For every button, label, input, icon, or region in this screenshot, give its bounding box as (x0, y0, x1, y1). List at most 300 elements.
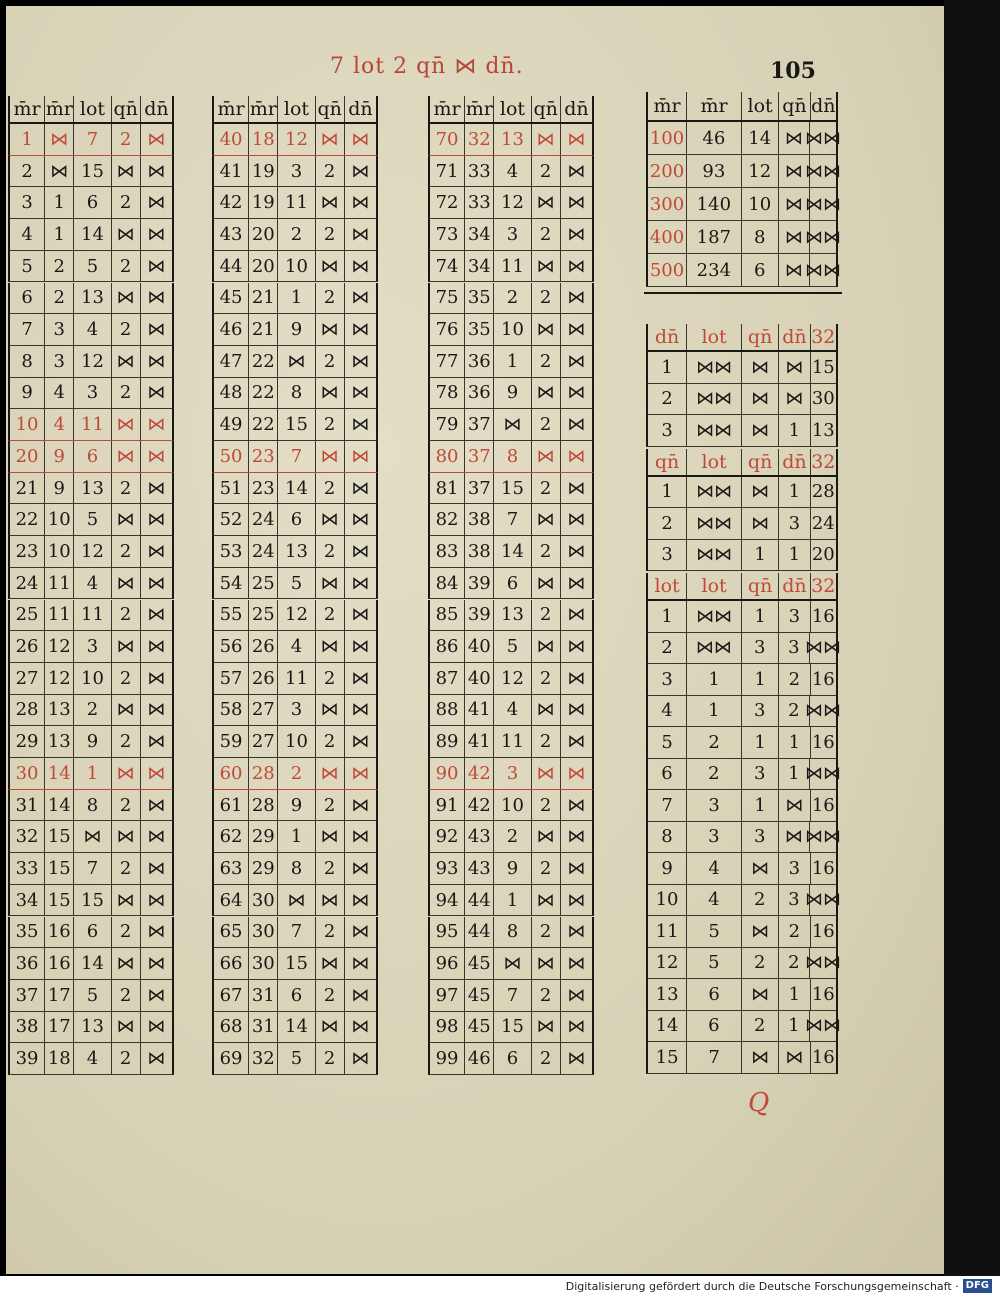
table-cell: 7 (74, 853, 111, 884)
table-cell: ⋈ (351, 857, 370, 879)
table-cell: 500 (648, 254, 687, 286)
table-cell: 2 (532, 1043, 561, 1074)
table-cell: 20 (811, 544, 835, 566)
table-cell: 13 (494, 600, 531, 631)
table-cell: 46 (687, 122, 742, 154)
table-cell: 9 (494, 853, 531, 884)
table-cell: 2 (532, 283, 561, 314)
table-cell: 38 (465, 504, 494, 535)
table-cell: 2 (779, 696, 810, 727)
table-cell: 8 (648, 822, 687, 853)
table-cell: 2 (532, 917, 561, 948)
table-cell: ⋈ (147, 667, 166, 689)
table-cell: 71 (430, 156, 465, 187)
table-cell: ⋈ (147, 477, 166, 499)
table-cell: 2 (112, 251, 141, 282)
table-cell: ⋈ (147, 731, 166, 753)
table-cell: 6 (494, 568, 531, 599)
header-cell: m̄r (249, 98, 277, 120)
table-cell: 32 (10, 821, 45, 852)
table-cell: 9 (45, 473, 74, 504)
table-cell: 6 (687, 1011, 742, 1042)
table-cell: 1 (74, 758, 111, 789)
table-cell: 30 (10, 758, 45, 789)
table-cell: 3 (742, 759, 779, 790)
table-cell: 89 (430, 726, 465, 757)
table-cell: 26 (249, 631, 278, 662)
table-cell: 14 (45, 758, 74, 789)
table-cell: 2 (112, 1043, 141, 1074)
table-cell: ⋈ (316, 314, 345, 345)
table-cell: ⋈⋈ (687, 633, 742, 664)
table-row (646, 540, 838, 572)
table-row (646, 254, 841, 287)
table-cell: 15 (278, 409, 315, 440)
table-cell: ⋈ (351, 160, 370, 182)
table-cell: 25 (249, 568, 278, 599)
table-row (212, 283, 378, 315)
table-row (428, 219, 594, 251)
table-cell: 85 (430, 600, 465, 631)
table-row (8, 219, 174, 251)
table-cell: 66 (214, 948, 249, 979)
table-row (212, 726, 378, 758)
header-cell: m̄r (430, 96, 465, 122)
table-cell: 1 (742, 540, 779, 571)
header-cell: lot (687, 324, 742, 350)
table-cell: ⋈ (316, 631, 345, 662)
table-cell: 38 (10, 1012, 45, 1043)
header-cell: dn̄ (779, 449, 810, 475)
table-cell: ⋈ (742, 853, 779, 884)
table-cell: 3 (742, 633, 779, 664)
table-cell: ⋈ (147, 445, 166, 467)
table-cell: ⋈ (532, 631, 561, 662)
table-cell: 2 (648, 633, 687, 664)
table-cell: 20 (10, 441, 45, 472)
table-cell: 10 (10, 409, 45, 440)
table-cell: ⋈ (351, 572, 370, 594)
table-row (212, 631, 378, 663)
table-cell: 37 (465, 473, 494, 504)
table-cell: ⋈ (779, 254, 810, 286)
table-row (428, 726, 594, 758)
table-cell: 14 (648, 1011, 687, 1042)
table-cell: 16 (811, 605, 835, 627)
table-cell: ⋈⋈ (687, 601, 742, 632)
table-cell: 26 (249, 663, 278, 694)
table-cell: 30 (249, 885, 278, 916)
table-cell: ⋈ (567, 445, 586, 467)
table-cell: 2 (316, 917, 345, 948)
table-cell: 38 (465, 536, 494, 567)
table-row (428, 885, 594, 917)
header-cell: qn̄ (742, 324, 779, 350)
header-cell: dn̄ (648, 324, 687, 350)
header-cell: m̄r (214, 96, 249, 122)
table-cell: ⋈ (316, 568, 345, 599)
table-cell: 16 (811, 1046, 835, 1068)
table-cell: 300 (648, 188, 687, 220)
table-cell: 40 (214, 124, 249, 155)
table-cell: 13 (74, 1012, 111, 1043)
table-cell: ⋈ (567, 509, 586, 531)
table-cell: ⋈ (567, 319, 586, 341)
table-cell: 1 (687, 664, 742, 695)
table-cell: ⋈ (112, 821, 141, 852)
table-cell: ⋈ (351, 889, 370, 911)
header-cell: m̄r (648, 92, 687, 120)
table-row (646, 188, 841, 221)
table-cell: 10 (742, 188, 779, 220)
table-cell: ⋈ (779, 384, 810, 415)
table-cell: 1 (742, 601, 779, 632)
table-cell: ⋈ (316, 187, 345, 218)
table-cell: 4 (494, 156, 531, 187)
header-cell: m̄r (45, 98, 73, 120)
table-row (212, 600, 378, 632)
table-row (428, 283, 594, 315)
table-cell: 39 (10, 1043, 45, 1074)
table-cell: 100 (648, 122, 687, 154)
table-row (212, 219, 378, 251)
table-row (8, 726, 174, 758)
table-cell: 2 (779, 916, 810, 947)
table-cell: 4 (278, 631, 315, 662)
table-cell: 16 (811, 794, 835, 816)
table-row (428, 251, 594, 283)
table-cell: 91 (430, 790, 465, 821)
table-cell: 2 (45, 283, 74, 314)
table-cell: ⋈⋈ (805, 259, 841, 281)
header-cell: lot (687, 573, 742, 599)
header-cell: qn̄ (648, 449, 687, 475)
table-cell: ⋈ (351, 382, 370, 404)
table-cell: 9 (10, 378, 45, 409)
table-row (8, 885, 174, 917)
table-cell: ⋈ (532, 504, 561, 535)
table-row (428, 473, 594, 505)
table-cell: ⋈ (112, 695, 141, 726)
table-row (212, 314, 378, 346)
table-cell: 1 (779, 1011, 810, 1042)
table-cell: 3 (494, 758, 531, 789)
table-cell: 6 (74, 187, 111, 218)
table-cell: 2 (648, 384, 687, 415)
table-cell: 23 (249, 473, 278, 504)
table-row (8, 187, 174, 219)
table-header (646, 324, 838, 352)
table-cell: 75 (430, 283, 465, 314)
table-cell: ⋈ (567, 826, 586, 848)
table-cell: 62 (214, 821, 249, 852)
table-cell: 8 (742, 221, 779, 253)
table-cell: 44 (465, 917, 494, 948)
table-row (212, 473, 378, 505)
table-cell: 35 (465, 314, 494, 345)
table-cell: ⋈ (147, 223, 166, 245)
table-cell: 2 (687, 727, 742, 758)
table-cell: ⋈ (147, 540, 166, 562)
table-cell: 11 (74, 409, 111, 440)
table-cell: 1 (742, 664, 779, 695)
table-cell: ⋈ (112, 948, 141, 979)
table-cell: 9 (278, 314, 315, 345)
table-cell: 7 (494, 504, 531, 535)
table-cell: 81 (430, 473, 465, 504)
table-row (428, 853, 594, 885)
table-row (212, 156, 378, 188)
table-row (428, 663, 594, 695)
table-cell: ⋈⋈ (687, 352, 742, 383)
table-cell: 80 (430, 441, 465, 472)
table-row (8, 631, 174, 663)
table-cell: ⋈ (567, 921, 586, 943)
table-row (212, 378, 378, 410)
table-cell: ⋈ (112, 1012, 141, 1043)
table-cell: ⋈⋈ (805, 226, 841, 248)
table-cell: 3 (74, 378, 111, 409)
table-cell: ⋈ (147, 699, 166, 721)
table-header (8, 96, 174, 124)
table-cell: ⋈ (532, 187, 561, 218)
table-cell: 11 (648, 916, 687, 947)
table-cell: 68 (214, 1012, 249, 1043)
table-row (212, 536, 378, 568)
table-cell: 10 (74, 663, 111, 694)
table-row (428, 187, 594, 219)
table-cell: 43 (465, 853, 494, 884)
table-cell: 140 (687, 188, 742, 220)
table-cell: 4 (45, 409, 74, 440)
table-cell: 1 (494, 885, 531, 916)
header-cell: lot (687, 449, 742, 475)
table-cell: 36 (10, 948, 45, 979)
table-cell: 30 (811, 388, 835, 410)
table-cell: ⋈ (147, 382, 166, 404)
table-cell: 10 (45, 536, 74, 567)
table-row (428, 568, 594, 600)
table-cell: 16 (811, 920, 835, 942)
table-row (8, 980, 174, 1012)
table-cell: 2 (316, 473, 345, 504)
table-cell: 24 (10, 568, 45, 599)
table-cell: 21 (10, 473, 45, 504)
table-cell: 2 (112, 473, 141, 504)
table-cell: 2 (316, 790, 345, 821)
table-cell: ⋈ (567, 953, 586, 975)
table-cell: ⋈ (779, 122, 810, 154)
table-row (8, 821, 174, 853)
table-cell: 50 (214, 441, 249, 472)
table-cell: ⋈ (147, 1016, 166, 1038)
table-cell: 23 (10, 536, 45, 567)
table-cell: 2 (532, 600, 561, 631)
table-cell: 87 (430, 663, 465, 694)
table-cell: 4 (687, 853, 742, 884)
header-cell: dn̄ (564, 98, 589, 120)
table-cell: 1 (687, 696, 742, 727)
table-cell: ⋈ (351, 667, 370, 689)
header-cell: m̄r (465, 98, 493, 120)
table-cell: 43 (214, 219, 249, 250)
table-cell: ⋈ (532, 441, 561, 472)
table-cell: 2 (316, 600, 345, 631)
header-cell: lot (278, 96, 315, 122)
table-cell: 11 (278, 187, 315, 218)
table-cell: ⋈ (567, 1048, 586, 1070)
table-cell: ⋈ (147, 128, 166, 150)
table-cell: 6 (278, 504, 315, 535)
table-cell: ⋈ (742, 415, 779, 446)
table-cell: 2 (74, 695, 111, 726)
table-cell: ⋈ (567, 128, 586, 150)
table-cell: ⋈ (742, 916, 779, 947)
header-cell: m̄r (687, 92, 742, 120)
table-cell: 7 (278, 917, 315, 948)
table-cell: 12 (45, 631, 74, 662)
table-cell: 5 (10, 251, 45, 282)
table-cell: 84 (430, 568, 465, 599)
table-row (646, 415, 838, 447)
table-cell: 47 (214, 346, 249, 377)
table-row (8, 314, 174, 346)
table-cell: 22 (249, 378, 278, 409)
table-cell: ⋈ (532, 885, 561, 916)
table-cell: ⋈ (779, 155, 810, 187)
table-cell: 6 (742, 254, 779, 286)
table-cell: ⋈⋈ (805, 127, 841, 149)
table-cell: ⋈ (351, 350, 370, 372)
table-cell: 2 (532, 409, 561, 440)
table-cell: 33 (10, 853, 45, 884)
table-cell: ⋈ (494, 948, 531, 979)
table-cell: ⋈ (567, 255, 586, 277)
table-cell: 76 (430, 314, 465, 345)
table-cell: ⋈ (351, 223, 370, 245)
table-cell: 4 (45, 378, 74, 409)
table-cell: 10 (278, 726, 315, 757)
table-row (428, 504, 594, 536)
table-cell: ⋈ (351, 921, 370, 943)
table-cell: 1 (648, 477, 687, 508)
table-cell: 7 (10, 314, 45, 345)
table-cell: 41 (214, 156, 249, 187)
table-cell: ⋈ (532, 314, 561, 345)
table-cell: ⋈ (779, 352, 810, 383)
table-cell: 15 (494, 1012, 531, 1043)
table-cell: 42 (214, 187, 249, 218)
table-cell: 27 (249, 726, 278, 757)
table-cell: ⋈ (567, 857, 586, 879)
table-cell: ⋈ (316, 504, 345, 535)
table-row (646, 633, 841, 665)
table-cell: ⋈ (112, 346, 141, 377)
table-cell: 22 (10, 504, 45, 535)
table-cell: 5 (74, 980, 111, 1011)
table-cell: ⋈ (351, 762, 370, 784)
table-cell: 63 (214, 853, 249, 884)
table-cell: ⋈ (351, 699, 370, 721)
running-head: 7 lot 2 qn̄ ⋈ dn̄. (330, 54, 524, 79)
table-cell: 18 (45, 1043, 74, 1074)
table-row (428, 790, 594, 822)
table-cell: 2 (648, 508, 687, 539)
table-cell: 2 (779, 948, 810, 979)
table-cell: 67 (214, 980, 249, 1011)
table-cell: 23 (249, 441, 278, 472)
table-cell: 58 (214, 695, 249, 726)
table-cell: 74 (430, 251, 465, 282)
table-cell: ⋈ (112, 568, 141, 599)
table-cell: ⋈ (316, 441, 345, 472)
table-cell: ⋈ (278, 885, 315, 916)
table-cell: ⋈ (567, 667, 586, 689)
table-cell: ⋈ (112, 631, 141, 662)
header-cell: qn̄ (532, 96, 561, 122)
table-cell: ⋈ (147, 255, 166, 277)
table-cell: ⋈ (351, 445, 370, 467)
table-cell: 2 (532, 663, 561, 694)
table-cell: 16 (45, 948, 74, 979)
table-cell: 45 (465, 1012, 494, 1043)
table-row (8, 283, 174, 315)
table-row (428, 156, 594, 188)
table-cell: 52 (214, 504, 249, 535)
table-cell: 35 (10, 917, 45, 948)
table-cell: 4 (687, 885, 742, 916)
table-row (646, 885, 841, 917)
table-cell: ⋈ (567, 604, 586, 626)
table-cell: 2 (316, 726, 345, 757)
table-row (8, 1012, 174, 1044)
table-cell: ⋈ (351, 128, 370, 150)
table-cell: 88 (430, 695, 465, 726)
table-cell: 12 (278, 600, 315, 631)
table-cell: ⋈ (567, 699, 586, 721)
table-cell: ⋈ (567, 160, 586, 182)
table-cell: ⋈ (567, 192, 586, 214)
table-cell: 1 (742, 727, 779, 758)
table-cell: ⋈ (316, 695, 345, 726)
table-cell: 2 (112, 124, 141, 155)
table-cell: 32 (249, 1043, 278, 1074)
table-cell: ⋈ (742, 979, 779, 1010)
header-cell: qn̄ (316, 96, 345, 122)
table-cell: 3 (742, 822, 779, 853)
table-cell: 14 (278, 473, 315, 504)
table-cell: ⋈⋈ (687, 477, 742, 508)
table-cell: 400 (648, 221, 687, 253)
table-cell: 10 (494, 314, 531, 345)
table-row (646, 352, 838, 384)
table-cell: 2 (316, 346, 345, 377)
table-cell: 16 (811, 857, 835, 879)
table-cell: 187 (687, 221, 742, 253)
table-row (8, 600, 174, 632)
table-cell: 2 (687, 759, 742, 790)
table-cell: 2 (112, 663, 141, 694)
table-cell: 2 (278, 219, 315, 250)
header-cell: dn̄ (779, 324, 810, 350)
table-cell: ⋈ (74, 821, 111, 852)
table-cell: ⋈ (316, 821, 345, 852)
table-cell: 1 (45, 219, 74, 250)
table-cell: ⋈⋈ (805, 700, 841, 722)
table-cell: 3 (779, 633, 810, 664)
table-cell: 93 (430, 853, 465, 884)
table-cell: 2 (316, 409, 345, 440)
